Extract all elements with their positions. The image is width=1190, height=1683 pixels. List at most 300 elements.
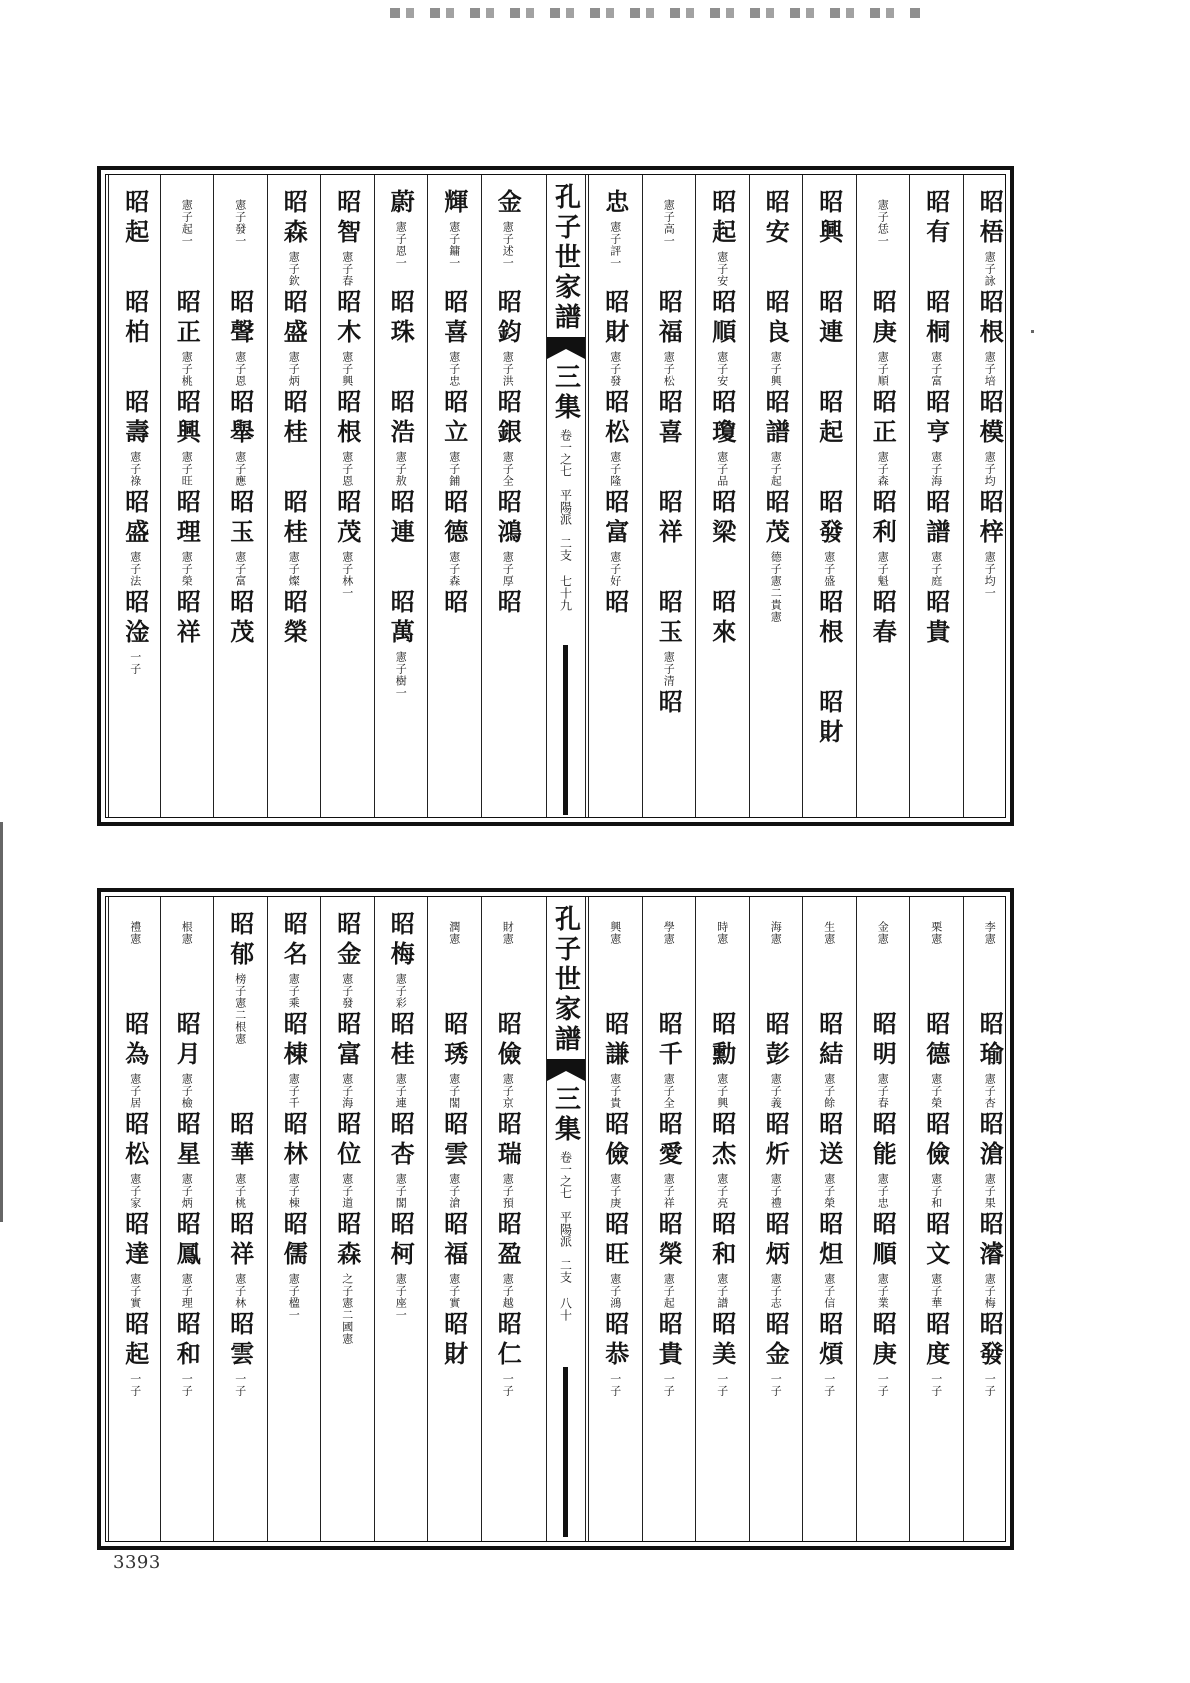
relation-note: 財憲 (501, 921, 515, 945)
relation-note: 憲子安一 (715, 251, 729, 299)
person-entry (374, 1011, 428, 1121)
person-entry (856, 189, 910, 247)
person-entry (802, 1311, 856, 1397)
column-divider (267, 897, 268, 1541)
relation-note: 憲子庭一 (929, 551, 943, 599)
person-entry (481, 489, 535, 599)
person-name: 昭桂 (279, 489, 309, 549)
relation-note: 憲子恩一 (340, 451, 354, 499)
person-name: 昭桂 (279, 389, 309, 449)
person-name: 昭祥 (225, 1211, 255, 1271)
relation-note: 憲子忠一 (447, 351, 461, 399)
person-entry (963, 1311, 1017, 1397)
person-name: 昭謙 (600, 1011, 630, 1071)
person-name: 昭名 (279, 911, 309, 971)
branch-label: 平陽派 (558, 1211, 573, 1247)
relation-note: 憲子森一 (447, 551, 461, 599)
person-entry (909, 489, 963, 599)
panel-inner-frame (105, 174, 1006, 818)
person-name: 昭福 (439, 1211, 469, 1271)
relation-note: 憲子春一 (876, 1073, 890, 1121)
person-name: 昭送 (814, 1111, 844, 1171)
person-name: 昭達 (120, 1211, 150, 1271)
person-entry (160, 289, 214, 399)
person-name: 昭譜 (921, 489, 951, 549)
person-entry (749, 1011, 803, 1121)
relation-note: 一子 (608, 1373, 622, 1397)
person-entry (160, 189, 214, 247)
genealogy-column (749, 175, 803, 817)
person-entry (427, 389, 481, 499)
person-entry (695, 1111, 749, 1221)
person-entry (481, 1011, 535, 1121)
center-spine (546, 175, 586, 817)
person-entry (108, 1111, 162, 1221)
person-entry (160, 389, 214, 499)
column-divider (481, 897, 482, 1541)
genealogy-column (213, 175, 267, 817)
person-entry (108, 911, 162, 945)
person-entry (160, 589, 214, 649)
relation-note: 一子 (128, 1373, 142, 1397)
person-entry (749, 389, 803, 499)
person-name: 昭正 (868, 389, 898, 449)
genealogy-page-79 (97, 166, 1014, 826)
genealogy-column (695, 897, 749, 1541)
relation-note: 時憲 (715, 921, 729, 945)
genealogy-column (481, 897, 535, 1541)
person-name: 昭來 (707, 589, 737, 649)
person-entry (963, 289, 1017, 399)
relation-note: 憲子餘一 (822, 1073, 836, 1121)
person-name: 昭瑞 (493, 1111, 523, 1171)
person-name: 昭興 (172, 389, 202, 449)
person-name: 昭柯 (386, 1211, 416, 1271)
relation-note: 憲子榮一 (822, 1173, 836, 1221)
column-divider (856, 175, 857, 817)
person-entry (642, 1211, 696, 1321)
relation-note: 憲子信一 (822, 1273, 836, 1321)
person-entry (588, 911, 642, 945)
person-entry (267, 911, 321, 1021)
relation-note: 憲子彩一 (394, 973, 408, 1021)
person-entry (108, 589, 162, 675)
person-entry (909, 1211, 963, 1321)
relation-note: 憲子乘一 (287, 973, 301, 1021)
person-name: 昭起 (707, 189, 737, 249)
person-name: 昭和 (172, 1311, 202, 1371)
relation-note: 憲子燦一 (287, 551, 301, 599)
person-entry (213, 489, 267, 599)
person-name: 昭玉 (654, 589, 684, 649)
person-name: 昭能 (868, 1111, 898, 1171)
person-entry (267, 1111, 321, 1221)
person-entry (642, 289, 696, 399)
relation-note: 一子 (876, 1373, 890, 1397)
column-divider (427, 175, 428, 817)
relation-note: 根憲 (233, 1021, 247, 1045)
relation-note: 憲子炳一 (287, 351, 301, 399)
genealogy-column (909, 897, 963, 1541)
person-entry (108, 1211, 162, 1321)
person-entry (427, 1311, 481, 1371)
relation-note: 憲子鴻一 (608, 1273, 622, 1321)
sub-branch-label: 二支 (558, 1259, 573, 1283)
relation-note: 德子憲二 (769, 551, 783, 599)
person-entry (695, 589, 749, 649)
person-name: 昭喜 (654, 389, 684, 449)
person-name: 昭松 (600, 389, 630, 449)
person-entry (213, 589, 267, 649)
genealogy-column (909, 175, 963, 817)
relation-note: 憲子順一 (876, 351, 890, 399)
genealogy-column (802, 175, 856, 817)
column-divider (320, 897, 321, 1541)
branch-label: 平陽派 (558, 489, 573, 525)
person-name: 昭鴻 (493, 489, 523, 549)
person-entry (108, 389, 162, 499)
relation-note: 憲子祿一 (128, 451, 142, 499)
person-entry (374, 489, 428, 549)
relation-note: 憲子道一 (340, 1173, 354, 1221)
person-entry (856, 911, 910, 945)
person-name: 昭仁 (493, 1311, 523, 1371)
relation-note: 憲子洪一 (501, 351, 515, 399)
person-name: 昭彭 (761, 1011, 791, 1071)
person-entry (213, 911, 267, 1021)
relation-note: 憲子果一 (983, 1173, 997, 1221)
person-entry (374, 389, 428, 499)
genealogy-column (802, 897, 856, 1541)
person-entry (695, 289, 749, 399)
person-entry (856, 1111, 910, 1221)
series-name: 三集 (550, 1085, 581, 1145)
relation-note: 憲子敖一 (394, 451, 408, 499)
person-name: 昭祥 (654, 489, 684, 549)
person-name: 昭桐 (921, 289, 951, 349)
relation-note: 憲子海一 (340, 1073, 354, 1121)
person-entry (320, 489, 374, 599)
relation-note: 憲子發一 (340, 973, 354, 1021)
relation-note: 憲子桃一 (180, 351, 194, 399)
person-name: 昭有 (921, 189, 951, 249)
relation-note: 憲子居一 (128, 1073, 142, 1121)
person-entry (909, 589, 963, 649)
person-entry (695, 389, 749, 499)
relation-note: 憲子京一 (501, 1073, 515, 1121)
relation-note: 李憲 (983, 921, 997, 945)
relation-note: 憲子富一 (233, 551, 247, 599)
relation-note: 一子 (715, 1373, 729, 1397)
person-entry (320, 1011, 374, 1121)
relation-note: 憲子均一 (983, 451, 997, 499)
book-title: 孔子世家譜 (550, 905, 581, 1055)
person-entry (588, 1111, 642, 1221)
person-entry (909, 389, 963, 499)
person-name: 昭連 (814, 289, 844, 349)
relation-note: 憲子詠一 (983, 251, 997, 299)
relation-note: 憲子評一 (608, 221, 622, 269)
person-entry (909, 1311, 963, 1397)
person-name: 昭明 (868, 1011, 898, 1071)
column-divider (108, 175, 109, 817)
relation-note: 一子 (662, 1373, 676, 1397)
relation-note: 憲子和一 (929, 1173, 943, 1221)
person-entry (427, 489, 481, 599)
person-entry (695, 1211, 749, 1321)
relation-note: 憲子實一 (128, 1273, 142, 1321)
person-entry (963, 389, 1017, 499)
person-name: 昭杰 (707, 1111, 737, 1171)
column-divider (213, 175, 214, 817)
person-entry (588, 1311, 642, 1397)
genealogy-column (588, 897, 642, 1541)
person-entry (856, 489, 910, 599)
panel-inner-frame (105, 896, 1006, 1542)
person-name: 昭盈 (493, 1211, 523, 1271)
relation-note: 金憲 (876, 921, 890, 945)
person-name: 昭星 (172, 1111, 202, 1171)
folio-number: 七十九 (558, 575, 573, 611)
spine-bar (563, 1367, 568, 1537)
relation-note: 憲子好一 (608, 551, 622, 599)
column-divider (642, 175, 643, 817)
person-entry (588, 289, 642, 399)
book-title: 孔子世家譜 (550, 183, 581, 333)
person-entry (427, 911, 481, 945)
relation-note: 憲子述一 (501, 221, 515, 269)
series-name: 三集 (550, 363, 581, 423)
person-name: 昭庚 (868, 289, 898, 349)
genealogy-column (427, 175, 481, 817)
relation-note: 憲子發一 (233, 199, 247, 247)
scan-dot (1031, 330, 1034, 333)
person-name: 昭福 (654, 289, 684, 349)
person-entry (213, 389, 267, 499)
person-name: 昭亨 (921, 389, 951, 449)
person-entry (642, 689, 696, 719)
person-name: 昭森 (332, 1211, 362, 1271)
person-entry (320, 389, 374, 499)
person-name: 昭為 (120, 1011, 150, 1071)
person-name: 昭榮 (279, 589, 309, 649)
person-name: 昭桂 (386, 1011, 416, 1071)
person-entry (213, 1311, 267, 1397)
genealogy-column (642, 897, 696, 1541)
relation-note: 憲子禮一 (769, 1173, 783, 1221)
person-entry (802, 1111, 856, 1221)
relation-note: 潤憲 (447, 921, 461, 945)
person-entry (588, 489, 642, 599)
genealogy-column (160, 175, 214, 817)
person-entry (909, 189, 963, 249)
relation-note: 憲子恁一 (876, 199, 890, 247)
person-entry (642, 389, 696, 449)
person-name: 昭柏 (120, 289, 150, 349)
relation-note: 生憲 (822, 921, 836, 945)
column-divider (374, 897, 375, 1541)
column-divider (481, 175, 482, 817)
person-name: 昭瓊 (707, 389, 737, 449)
volume-label: 卷一之七 (558, 1151, 573, 1199)
person-entry (108, 489, 162, 599)
relation-note: 憲子興一 (769, 351, 783, 399)
person-name: 昭利 (868, 489, 898, 549)
column-divider (963, 897, 964, 1541)
person-name: 昭模 (975, 389, 1005, 449)
person-name: 昭炳 (761, 1211, 791, 1271)
relation-note: 憲子厚一 (501, 551, 515, 599)
person-name: 昭琇 (439, 1011, 469, 1071)
person-name: 昭萬 (386, 589, 416, 649)
relation-note: 憲子魁一 (876, 551, 890, 599)
person-entry (160, 1111, 214, 1221)
relation-note: 憲子忠一 (876, 1173, 890, 1221)
relation-note: 憲子全一 (501, 451, 515, 499)
person-name: 昭和 (707, 1211, 737, 1271)
genealogy-column (320, 175, 374, 817)
person-entry (588, 589, 642, 619)
person-entry (909, 911, 963, 945)
person-entry (802, 189, 856, 249)
person-entry (856, 1311, 910, 1397)
person-name: 昭順 (868, 1211, 898, 1271)
person-name: 昭銀 (493, 389, 523, 449)
relation-note: 憲子滄一 (447, 1173, 461, 1221)
relation-note: 憲子座一 (394, 1273, 408, 1321)
person-name: 昭立 (439, 389, 469, 449)
person-name: 昭煩 (814, 1311, 844, 1371)
person-entry (267, 489, 321, 599)
genealogy-column (588, 175, 642, 817)
genealogy-column (108, 175, 162, 817)
person-name: 昭杏 (386, 1111, 416, 1171)
relation-note: 憲子榮一 (929, 1073, 943, 1121)
person-entry (588, 189, 642, 269)
relation-note: 憲子業一 (876, 1273, 890, 1321)
person-entry (320, 1111, 374, 1221)
person-name: 昭鳳 (172, 1211, 202, 1271)
person-entry (695, 911, 749, 945)
relation-note: 禮憲 (128, 921, 142, 945)
genealogy-column (963, 897, 1017, 1541)
relation-note: 憲子譜一 (715, 1273, 729, 1321)
person-name: 昭珠 (386, 289, 416, 349)
relation-note: 貴憲 (769, 599, 783, 623)
spine-title (547, 183, 585, 611)
person-name: 昭林 (279, 1111, 309, 1171)
column-divider (642, 897, 643, 1541)
person-name: 昭梓 (975, 489, 1005, 549)
relation-note: 憲子全一 (662, 1073, 676, 1121)
person-entry (802, 489, 856, 599)
person-name: 昭德 (921, 1011, 951, 1071)
person-entry (856, 1011, 910, 1121)
volume-label: 卷一之七 (558, 429, 573, 477)
relation-note: 憲子富一 (929, 351, 943, 399)
relation-note: 憲子楹一 (287, 1273, 301, 1321)
person-entry (481, 389, 535, 499)
person-entry (213, 1111, 267, 1221)
genealogy-column (267, 897, 321, 1541)
relation-note: 一子 (822, 1373, 836, 1397)
person-entry (695, 489, 749, 549)
relation-note: 憲子庚一 (608, 1173, 622, 1221)
person-entry (642, 189, 696, 247)
person-name: 金 (493, 189, 523, 219)
relation-note: 憲子棟一 (287, 1173, 301, 1221)
spine-bar (563, 645, 568, 815)
person-name: 昭理 (172, 489, 202, 549)
person-name: 昭雲 (225, 1311, 255, 1371)
person-entry (802, 389, 856, 449)
person-entry (481, 911, 535, 945)
relation-note: 憲子榮一 (180, 551, 194, 599)
person-entry (749, 1211, 803, 1321)
person-entry (963, 489, 1017, 599)
relation-note: 之子憲二 (340, 1273, 354, 1321)
relation-note: 榜子憲二 (233, 973, 247, 1021)
genealogy-column (267, 175, 321, 817)
person-entry (642, 1011, 696, 1121)
column-divider (695, 897, 696, 1541)
person-entry (642, 1111, 696, 1221)
relation-note: 憲子鏞一 (447, 221, 461, 269)
relation-note: 憲子義一 (769, 1073, 783, 1121)
person-entry (374, 1111, 428, 1221)
person-entry (108, 189, 162, 249)
relation-note: 憲子興一 (715, 1073, 729, 1121)
person-entry (481, 1111, 535, 1221)
column-divider (427, 897, 428, 1541)
relation-note: 憲子預一 (501, 1173, 515, 1221)
person-name: 昭德 (439, 489, 469, 549)
person-name: 昭起 (120, 189, 150, 249)
person-entry (374, 289, 428, 349)
column-divider (909, 175, 910, 817)
column-divider (374, 175, 375, 817)
person-name: 昭美 (707, 1311, 737, 1371)
person-entry (481, 189, 535, 269)
person-entry (802, 589, 856, 649)
person-entry (427, 1111, 481, 1221)
relation-note: 憲子旺一 (180, 451, 194, 499)
relation-note: 憲子安一 (715, 351, 729, 399)
person-name: 昭炘 (761, 1111, 791, 1171)
relation-note: 憲子檢一 (180, 1073, 194, 1121)
person-name: 昭良 (761, 289, 791, 349)
person-entry (856, 589, 910, 649)
person-entry (267, 1211, 321, 1321)
person-name: 昭祥 (172, 589, 202, 649)
person-name: 昭 (493, 589, 523, 619)
person-name: 昭 (654, 689, 684, 719)
relation-note: 憲子起一 (769, 451, 783, 499)
person-entry (481, 289, 535, 399)
person-entry (267, 589, 321, 649)
genealogy-column (856, 175, 910, 817)
person-name: 昭起 (120, 1311, 150, 1371)
column-divider (802, 897, 803, 1541)
person-name: 昭勳 (707, 1011, 737, 1071)
relation-note: 憲子高一 (662, 199, 676, 247)
person-entry (695, 189, 749, 299)
person-entry (320, 289, 374, 399)
person-name: 昭富 (332, 1011, 362, 1071)
person-name: 昭安 (761, 189, 791, 249)
person-name: 昭華 (225, 1111, 255, 1171)
column-divider (802, 175, 803, 817)
